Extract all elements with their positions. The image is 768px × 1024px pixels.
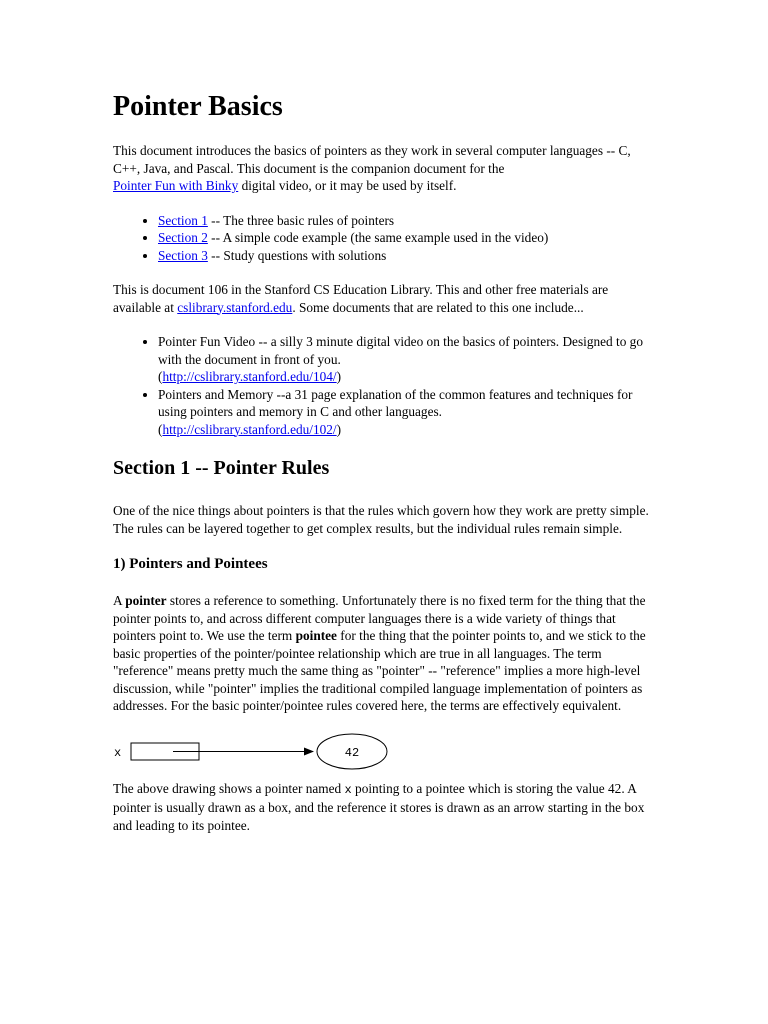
diagram-explanation-paragraph: [113, 780, 658, 835]
related-docs-list: [113, 333, 658, 438]
pointer-diagram: [113, 732, 658, 772]
library-text: This is document 106 in the Stanford CS Education Library. This and other free materials are available at: [113, 282, 609, 315]
rules-intro-paragraph: One of the nice things about pointers is that the rules which govern how they work are pretty simple. The rules can be layered together to get complex results, but the individual rules remain simple.: [113, 503, 649, 536]
list-item: [158, 386, 658, 439]
paren-close: ): [336, 369, 342, 384]
memory-doc-link[interactable]: http://cslibrary.stanford.edu/102/: [162, 421, 337, 437]
pointer-name-label: x: [114, 745, 122, 760]
intro-text-end: digital video, or it may be used by itself.: [241, 178, 457, 193]
pointer-diagram-svg: [113, 732, 413, 772]
section-2-link[interactable]: Section 2: [158, 230, 208, 245]
intro-text: This document introduces the basics of pointers as they work in several computer languages -- C, C++, Java, and Pascal. This document is the companion document for the: [113, 143, 631, 176]
list-item: [158, 229, 658, 247]
binky-video-link[interactable]: Pointer Fun with Binky: [113, 178, 239, 193]
pointee-term: pointee: [295, 628, 337, 643]
pointer-term: pointer: [125, 593, 167, 608]
list-item-text: -- A simple code example (the same example used in the video): [207, 230, 549, 245]
text-run: pointing to a pointee which is storing the value 42. A pointer is usually drawn as a box, and the reference it stores is drawn as an arrow starting in the box and leading to its pointee.: [113, 780, 645, 833]
related-doc-description: Pointers and Memory --a 31 page explanation of the common features and techniques for using pointers and memory in C and other languages.: [158, 386, 633, 419]
video-doc-link[interactable]: http://cslibrary.stanford.edu/104/: [162, 369, 337, 384]
text-run: A: [113, 593, 126, 608]
library-text-end: . Some documents that are related to this one include...: [292, 299, 584, 315]
pointers-pointees-heading: 1) Pointers and Pointees: [113, 556, 268, 572]
list-item: [158, 247, 658, 265]
cslibrary-link[interactable]: cslibrary.stanford.edu: [177, 299, 293, 315]
paren-close: ): [336, 421, 342, 437]
section-1-link[interactable]: Section 1: [158, 212, 208, 228]
document-content: [113, 90, 658, 851]
list-item-text: -- The three basic rules of pointers: [207, 212, 395, 228]
related-doc-description: Pointer Fun Video -- a silly 3 minute digital video on the basics of pointers. Designed to go with the document in front of you.: [158, 334, 643, 367]
text-run: stores a reference to something. Unfortunately there is no fixed term for the thing that the pointer points to, and across different computer languages there is a wide variety of things that pointers point to. We use the term: [113, 593, 646, 643]
text-run: for the thing that the pointer points to, and we stick to the basic properties of the pointer/pointee relationship which are true in all languages. The term "reference" means pretty much the same thing as "pointer" -- "reference" implies a more high-level discussion, while "pointer" implies the traditional compiled language implementation of pointers as addresses. For the basic pointer/pointee rules covered here, the terms are effectively equivalent.: [113, 628, 646, 713]
sections-list: [113, 212, 658, 265]
section-1-heading: Section 1 -- Pointer Rules: [113, 457, 330, 479]
paren-open: (: [158, 421, 163, 437]
paren-open: (: [158, 369, 163, 384]
list-item: [158, 212, 658, 230]
page-title: Pointer Basics: [113, 91, 283, 122]
pointee-value: 42: [344, 745, 360, 760]
pointer-definition-paragraph: [113, 592, 658, 715]
list-item: [158, 333, 658, 386]
section-3-link[interactable]: Section 3: [158, 247, 208, 263]
text-run: The above drawing shows a pointer named: [113, 780, 345, 796]
library-paragraph: [113, 281, 658, 316]
intro-paragraph: [113, 142, 658, 195]
pointer-name-code: x: [344, 782, 352, 797]
list-item-text: -- Study questions with solutions: [207, 247, 387, 263]
